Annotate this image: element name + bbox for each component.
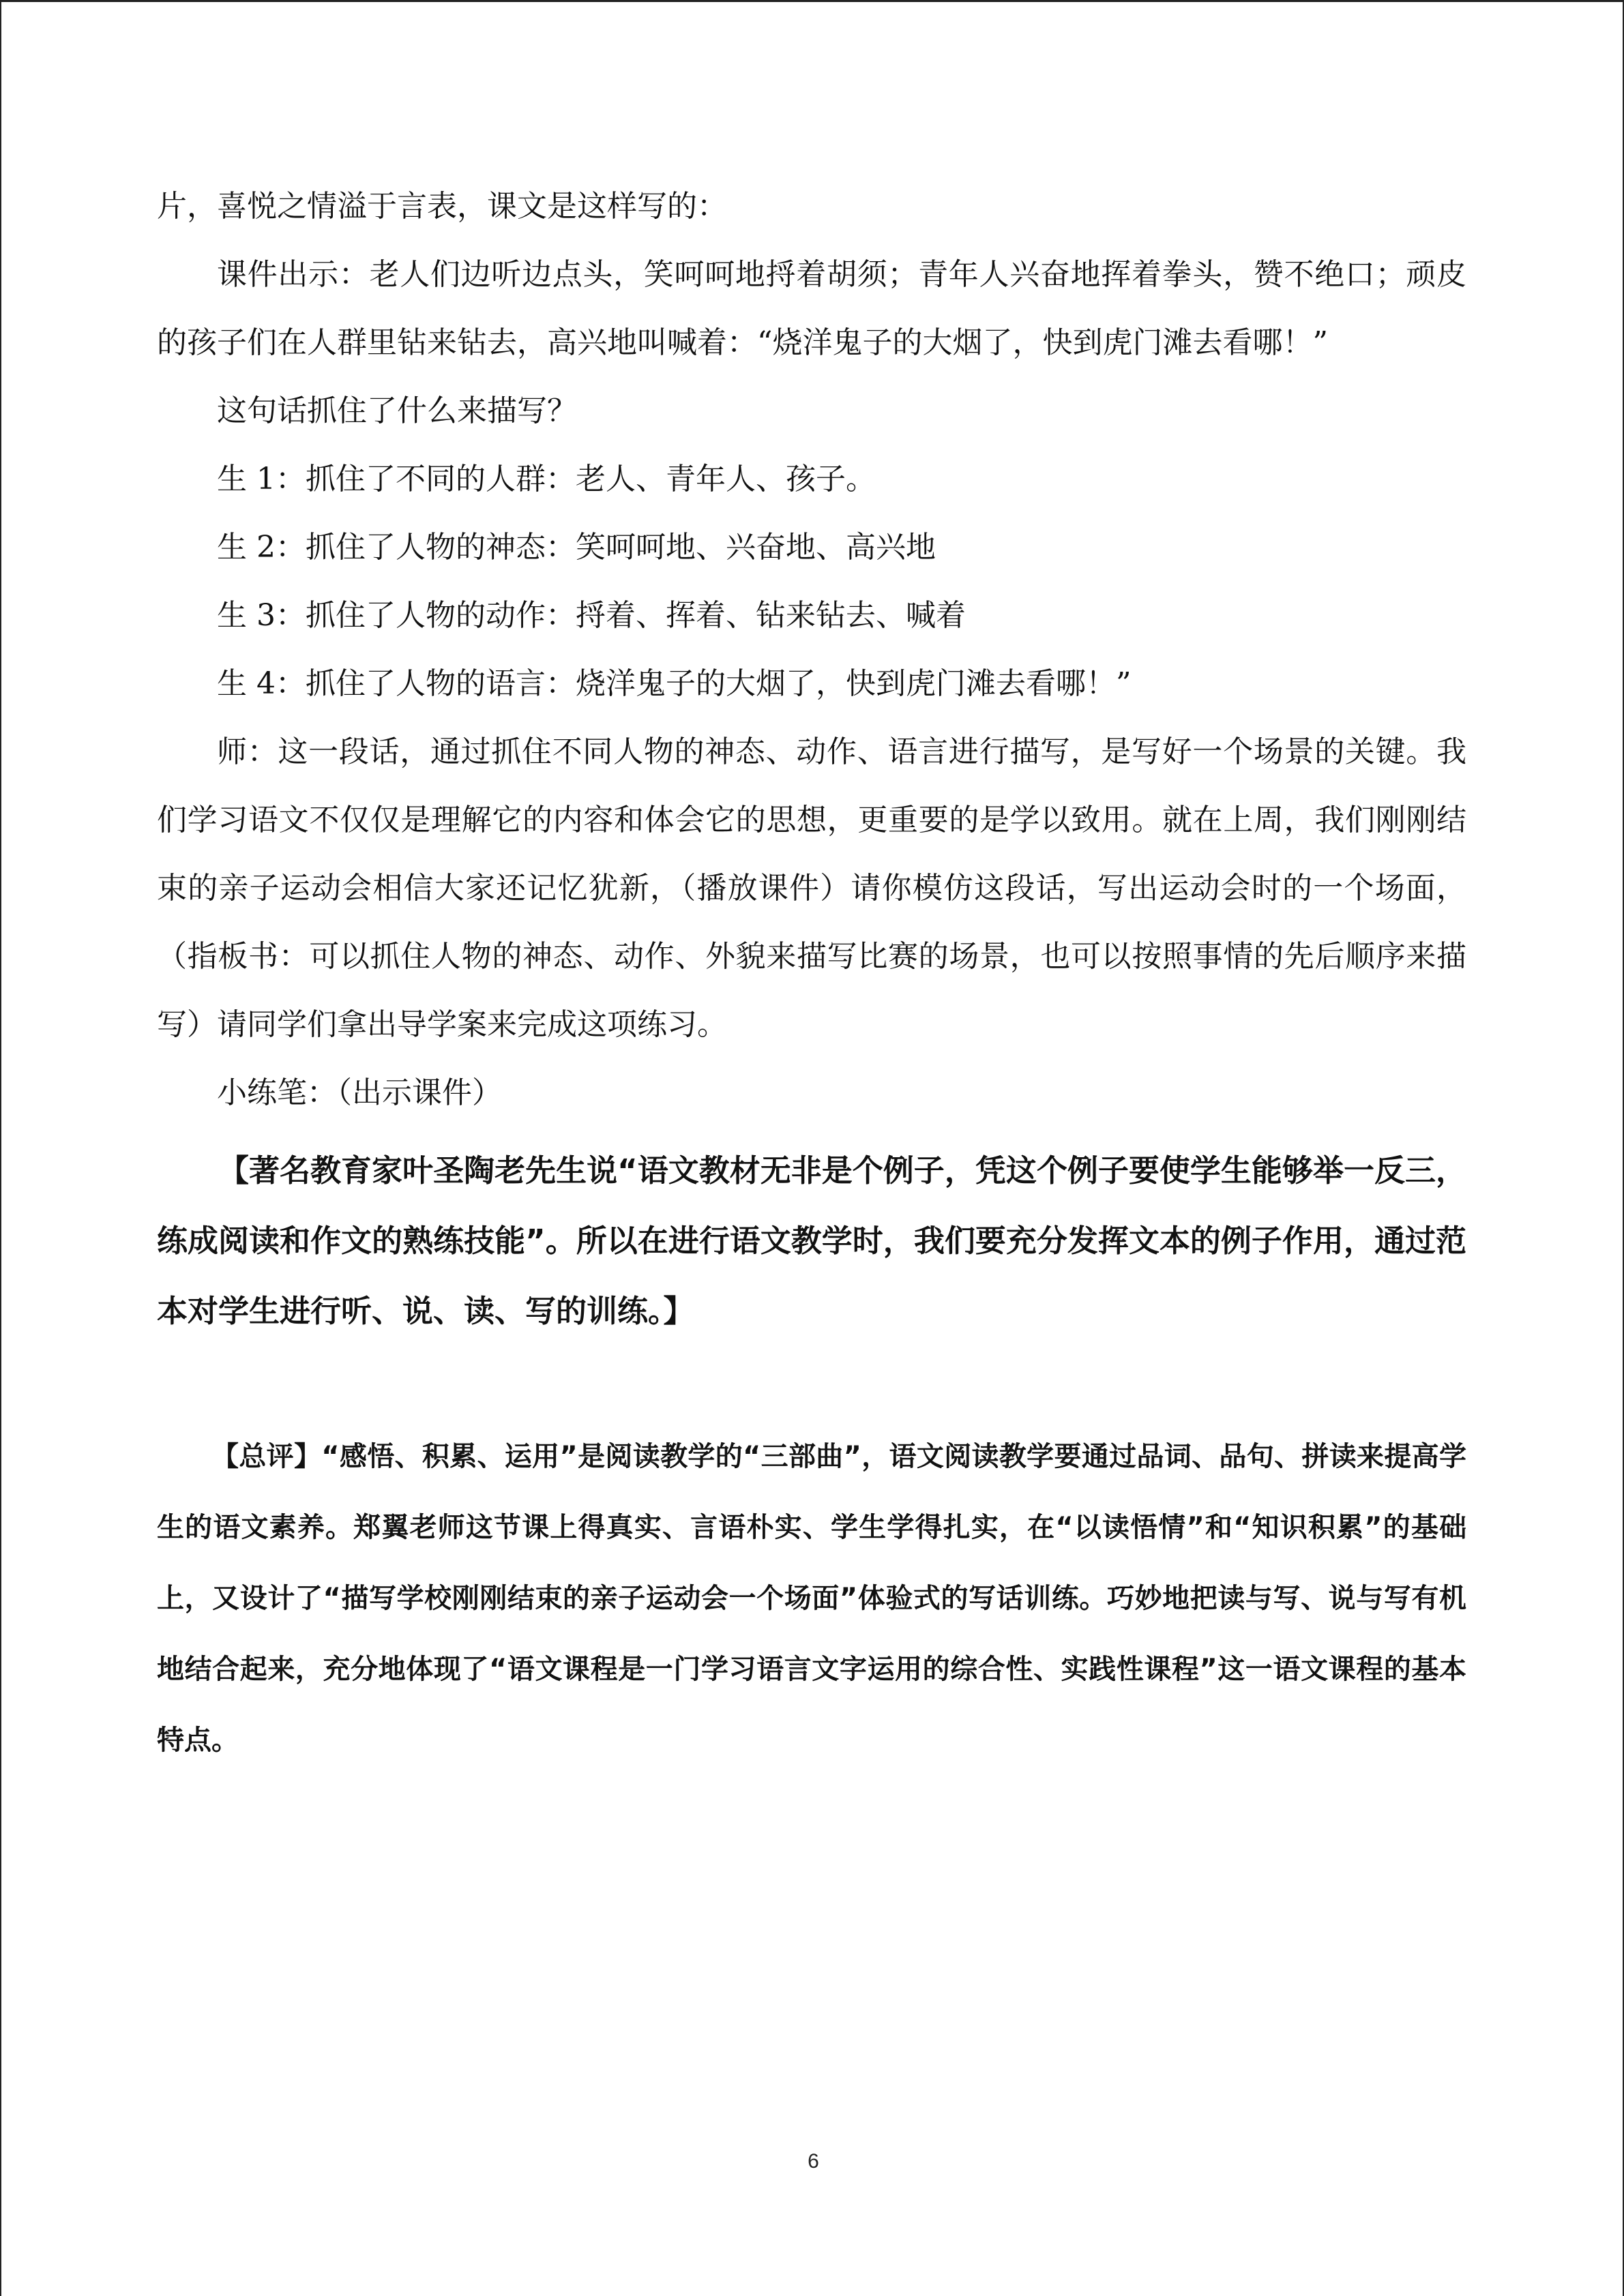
paragraph-courseware-quote: 课件出示：老人们边听边点头，笑呵呵地捋着胡须；青年人兴奋地挥着拳头，赞不绝口；顽皮的孩子们在人群里钻来钻去，高兴地叫喊着：“烧洋鬼子的大烟了，快到虎门滩去看哪！” xyxy=(157,257,1466,360)
paragraph-continuation: 片，喜悦之情溢于言表，课文是这样写的： xyxy=(157,189,727,224)
page-number: 6 xyxy=(808,2150,819,2173)
paragraph-student-1: 生 1：抓住了不同的人群：老人、青年人、孩子。 xyxy=(217,462,876,496)
paragraph-student-3: 生 3：抓住了人物的动作：捋着、挥着、钻来钻去、喊着 xyxy=(217,598,966,633)
paragraph-teacher-summary: 师：这一段话，通过抓住不同人物的神态、动作、语言进行描写，是写好一个场景的关键。我们学习语文不仅仅是理解它的内容和体会它的思想，更重要的是学以致用。就在上周，我们刚刚结束的亲子运动会相信大家还记忆犹新，（播放课件）请你模仿这段话，写出运动会时的一个场面，（指板书：可以抓住人物的神态、动作、外貌来描写比赛的场景，也可以按照事情的先后顺序来描写）请同学们拿出导学案来完成这项练习。 xyxy=(157,734,1466,1042)
page-content xyxy=(157,173,1466,1776)
paragraph-teacher-question: 这句话抓住了什么来描写？ xyxy=(217,393,577,428)
paragraph-writing-exercise: 小练笔：（出示课件） xyxy=(217,1075,502,1110)
paragraph-student-2: 生 2：抓住了人物的神态：笑呵呵地、兴奋地、高兴地 xyxy=(217,530,936,565)
bold-commentary-note: 【著名教育家叶圣陶老先生说“语文教材无非是个例子，凭这个例子要使学生能够举一反三，练成阅读和作文的熟练技能”。所以在进行语文教学时，我们要充分发挥文本的例子作用，通过范本对学生进行听、说、读、写的训练。】 xyxy=(157,1152,1466,1329)
paragraph-student-4: 生 4：抓住了人物的语言：烧洋鬼子的大烟了，快到虎门滩去看哪！” xyxy=(217,666,1132,701)
lesson-transcript xyxy=(157,173,1466,1127)
overall-review: 【总评】“感悟、积累、运用”是阅读教学的“三部曲”，语文阅读教学要通过品词、品句、拼读来提高学生的语文素养。郑翼老师这节课上得真实、言语朴实、学生学得扎实，在“以读悟情”和“知识积累”的基础上，又设计了“描写学校刚刚结束的亲子运动会一个场面”体验式的写话训练。巧妙地把读与写、说与写有机地结合起来，充分地体现了“语文课程是一门学习语言文字运用的综合性、实践性课程”这一语文课程的基本特点。 xyxy=(157,1441,1466,1756)
